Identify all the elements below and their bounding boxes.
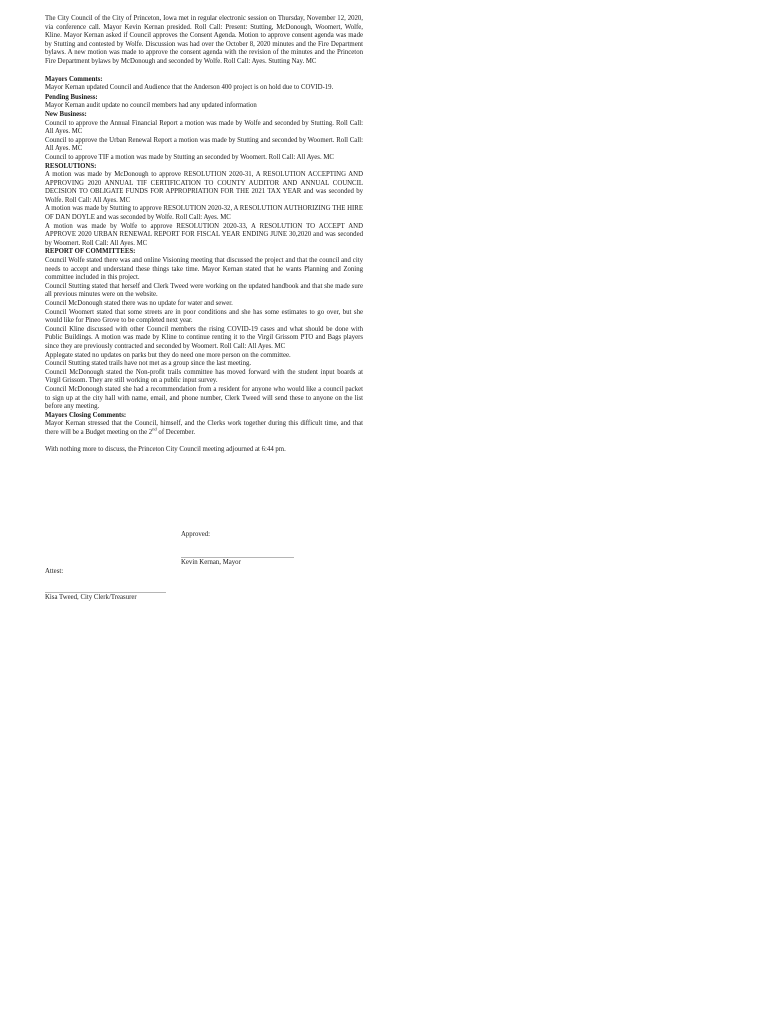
pending-business-text: Mayor Kernan audit update no council members had any updated information — [45, 102, 257, 110]
minutes-document — [45, 15, 363, 454]
committee-report: Council Woomert stated that some streets are in poor conditions and she has some estimates to go over, but she would like for Pineo Grove to be completed next year. — [45, 308, 363, 325]
intro-paragraph: The City Council of the City of Princeton, Iowa met in regular electronic session on Thursday, November 12, 2020, via conference call. Mayor Kevin Kernan presided. Roll Call: Present: Stutting, McDonough, Woomert, Wolfe, Kline. Mayor Kernan asked if Council approves the Consent Agenda. Motion to approve consent agenda was made by Stutting and contested by Wolfe. Discussion was had over the October 8, 2020 minutes and the Fire Department bylaws. A new motion was made to approve the consent agenda with the revision of the minutes and the Princeton Fire Department bylaws by McDonough and seconded by Wolfe. Roll Call: Ayes. Stutting Nay. MC — [45, 15, 363, 65]
pending-business-heading: Pending Business: — [45, 93, 98, 101]
adjournment-text: With nothing more to discuss, the Princeton City Council meeting adjourned at 6:44 pm. — [45, 445, 286, 453]
approved-label: Approved: — [181, 531, 211, 538]
mayors-comments-heading: Mayors Comments: — [45, 75, 103, 83]
committee-report: Council Stutting stated trails have not met as a group since the last meeting. — [45, 360, 252, 368]
committees-heading: REPORT OF COMMITTEES: — [45, 248, 136, 256]
closing-comments-heading: Mayors Closing Comments: — [45, 411, 127, 419]
committee-report: Council Wolfe stated there was and online Visioning meeting that discussed the project and that the council and city needs to accept and understand these things take time. Mayor Kernan stated that he wants Planning and Zoning committee included in this project. — [45, 257, 363, 282]
attest-label: Attest: — [45, 568, 64, 575]
committee-report: Council McDonough stated there was no update for water and sewer. — [45, 300, 233, 307]
ordinal-suffix: nd — [152, 426, 157, 432]
new-business-item: Council to approve TIF a motion was made by Stutting an seconded by Woomert. Roll Call: All Ayes. MC — [45, 153, 334, 161]
resolution-item: A motion was made by Wolfe to approve RESOLUTION 2020-33, A RESOLUTION TO ACCEPT AND APPROVE 2020 URBAN RENEWAL REPORT FOR FISCAL YEAR ENDING JUNE 30,2020 and was seconded by Woomert. Roll Call: All Ayes. MC — [45, 222, 363, 247]
closing-comments-text — [45, 420, 363, 437]
mayor-name: Kevin Kernan, Mayor — [181, 559, 241, 566]
closing-text-end: of December. — [156, 428, 196, 436]
committee-report: Council McDonough stated she had a recommendation from a resident for anyone who would like a council packet to sign up at the city hall with name, email, and phone number, Clerk Tweed will send these to anyone on the list before any meeting. — [45, 385, 363, 411]
resolution-item: A motion was made by Stutting to approve RESOLUTION 2020-32, A RESOLUTION AUTHORIZING THE HIRE OF DAN DOYLE and was seconded by Wolfe. Roll Call: Ayes. MC — [45, 205, 363, 222]
closing-text-main: Mayor Kernan stressed that the Council, himself, and the Clerks work together during this difficult time, and that there will be a Budget meeting on the 2 — [45, 420, 363, 436]
new-business-item: Council to approve the Annual Financial Report a motion was made by Wolfe and seconded by Stutting. Roll Call: All Ayes. MC — [45, 119, 363, 136]
committee-report: Applegate stated no updates on parks but they do need one more person on the committee. — [45, 351, 291, 359]
committee-report: Council McDonough stated the Non-profit trails committee has moved forward with the student input boards at Virgil Grissom. They are still working on a public input survey. — [45, 368, 363, 385]
clerk-name: Kisa Tweed, City Clerk/Treasurer — [45, 594, 137, 601]
new-business-heading: New Business: — [45, 110, 87, 118]
committee-report: Council Kline discussed with other Council members the rising COVID-19 cases and what should be done with Public Buildings. A motion was made by Kline to continue renting it to the Virgil Grissom PTO and Bags players since they are previously contracted and seconded by Woomert. Roll Call: All Ayes. MC — [45, 325, 363, 350]
new-business-item: Council to approve the Urban Renewal Report a motion was made by Stutting and seconded by Woomert. Roll Call: All Ayes. MC — [45, 136, 363, 153]
resolutions-heading: RESOLUTIONS: — [45, 162, 97, 170]
resolution-item: A motion was made by McDonough to approve RESOLUTION 2020-31, A RESOLUTION ACCEPTING AND APPROVING 2020 ANNUAL TIF CERTIFICATION TO COUNTY AUDITOR AND ANNUAL COUNCIL DECISION TO OBLIGATE FUNDS FOR APPROPRIATION FOR THE 2021 TAX YEAR and was seconded by Wolfe. Roll Call: All Ayes. MC — [45, 171, 363, 204]
mayors-comments-text: Mayor Kernan updated Council and Audience that the Anderson 400 project is on hold due to COVID-19. — [45, 84, 334, 92]
clerk-signature-line — [45, 592, 166, 593]
committee-report: Council Stutting stated that herself and Clerk Tweed were working on the updated handbook and that she made sure all previous minutes were on the website. — [45, 282, 363, 299]
mayor-signature-line — [181, 557, 294, 558]
